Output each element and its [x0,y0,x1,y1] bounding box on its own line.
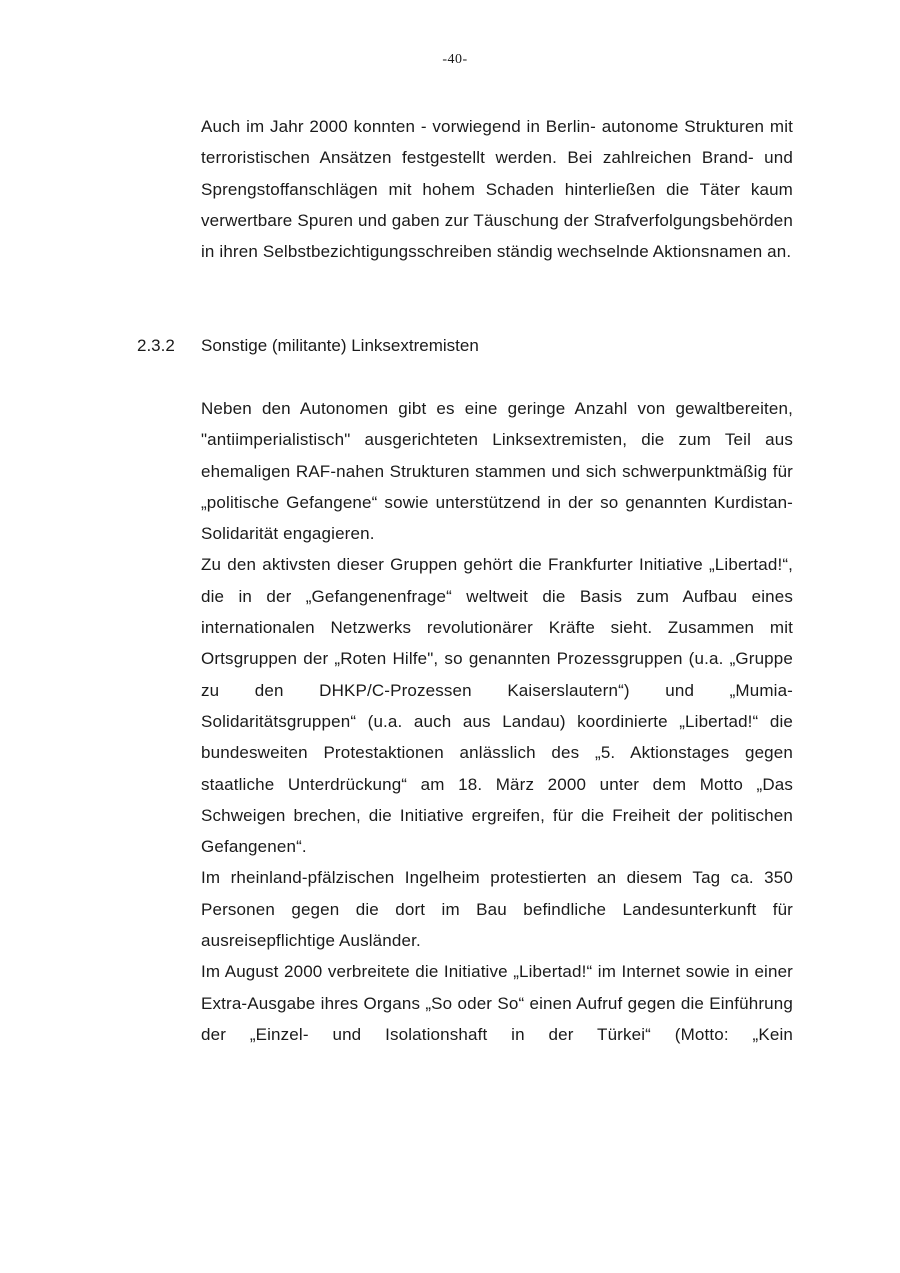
intro-paragraph: Auch im Jahr 2000 konnten - vorwiegend in Berlin- autonome Strukturen mit terroristischen Ansätzen festgestellt werden. Bei zahlreichen Brand- und Sprengstoffanschlägen mit hohem Schaden hinterließen die Täter kaum verwertbare Spuren und gaben zur Täuschung der Strafverfolgungsbehörden in ihren Selbstbezichtigungsschreiben ständig wechselnde Aktionsnamen an. [201,117,793,262]
intro-paragraph-block [201,111,793,267]
page-number: -40- [442,52,468,67]
paragraph: Neben den Autonomen gibt es eine geringe Anzahl von gewaltbereiten, "antiimperialistisch" ausgerichteten Linksextremisten, die zum Teil aus ehemaligen RAF-nahen Strukturen stammen und sich schwerpunktmäßig für „politische Gefangene“ sowie unterstützend in der so genannten Kurdistan-Solidarität engagieren. [201,399,793,544]
section-number: 2.3.2 [137,336,175,355]
section-heading [137,330,479,361]
paragraph-continued: Im August 2000 verbreitete die Initiative „Libertad!“ im Internet sowie in einer Extra-Ausgabe ihres Organs „So oder So“ einen Aufruf gegen die Einführung der „Einzel- und Isolationshaft in der Türkei“ (Motto: „Kein [201,962,793,1044]
paragraph: Zu den aktivsten dieser Gruppen gehört die Frankfurter Initiative „Libertad!“, die in der „Gefangenenfrage“ weltweit die Basis zum Aufbau eines internationalen Netzwerks revolutionärer Kräfte sieht. Zusammen mit Ortsgruppen der „Roten Hilfe", so genannten Prozessgruppen (u.a. „Gruppe zu den DHKP/C-Prozessen Kaiserslautern“) und „Mumia-Solidaritätsgruppen“ (u.a. auch aus Landau) koordinierte „Libertad!“ die bundesweiten Protestaktionen anlässlich des „5. Aktionstages gegen staatliche Unterdrückung“ am 18. März 2000 unter dem Motto „Das Schweigen brechen, die Initiative ergreifen, für die Freiheit der politischen Gefangenen“. [201,555,793,857]
paragraph: Im rheinland-pfälzischen Ingelheim protestierten an diesem Tag ca. 350 Personen gegen die dort im Bau befindliche Landesunterkunft für ausreisepflichtige Ausländer. [201,868,793,951]
section-body [201,393,793,1050]
section-title: Sonstige (militante) Linksextremisten [201,336,479,355]
